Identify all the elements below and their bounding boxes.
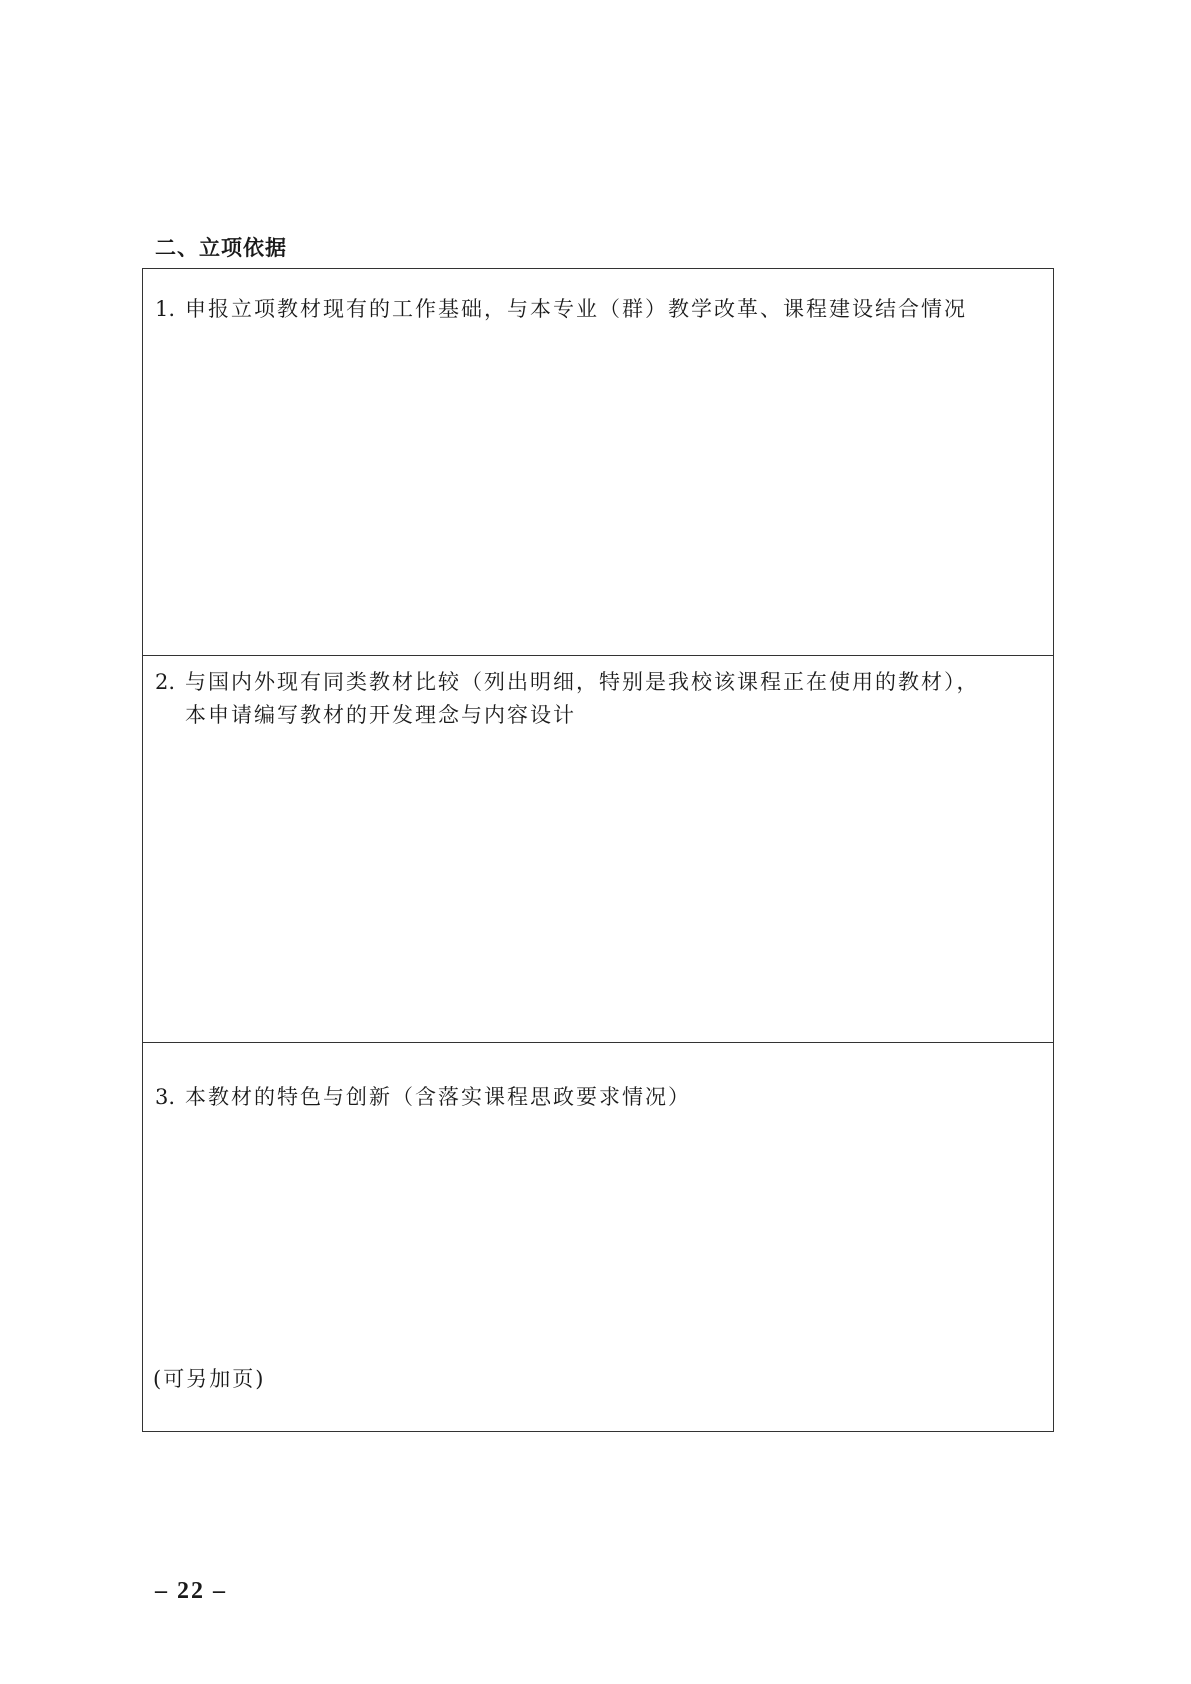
item-3-text: 本教材的特色与创新（含落实课程思政要求情况） (185, 1085, 691, 1109)
item-2-prompt (143, 656, 1053, 732)
item-3-number: 3. (155, 1085, 176, 1109)
item-1-text: 申报立项教材现有的工作基础，与本专业（群）教学改革、课程建设结合情况 (185, 297, 967, 321)
item-2-cell[interactable] (143, 656, 1054, 1043)
item-1-number: 1. (155, 297, 176, 321)
item-1-prompt (143, 269, 1053, 326)
table-row (143, 656, 1054, 1043)
table-row (143, 269, 1054, 656)
page-number: – 22 – (155, 1578, 227, 1604)
section-heading: 二、立项依据 (155, 236, 287, 260)
item-2-text-line-1: 与国内外现有同类教材比较（列出明细，特别是我校该课程正在使用的教材）， (185, 670, 980, 694)
table-row (143, 1043, 1054, 1432)
additional-page-note: (可另加页) (153, 1367, 266, 1391)
project-basis-table (142, 268, 1054, 1432)
item-2-text-line-2: 本申请编写教材的开发理念与内容设计 (185, 703, 576, 727)
item-3-cell[interactable] (143, 1043, 1054, 1432)
item-1-cell[interactable] (143, 269, 1054, 656)
item-3-prompt (143, 1043, 1053, 1114)
item-2-number: 2. (155, 670, 176, 694)
